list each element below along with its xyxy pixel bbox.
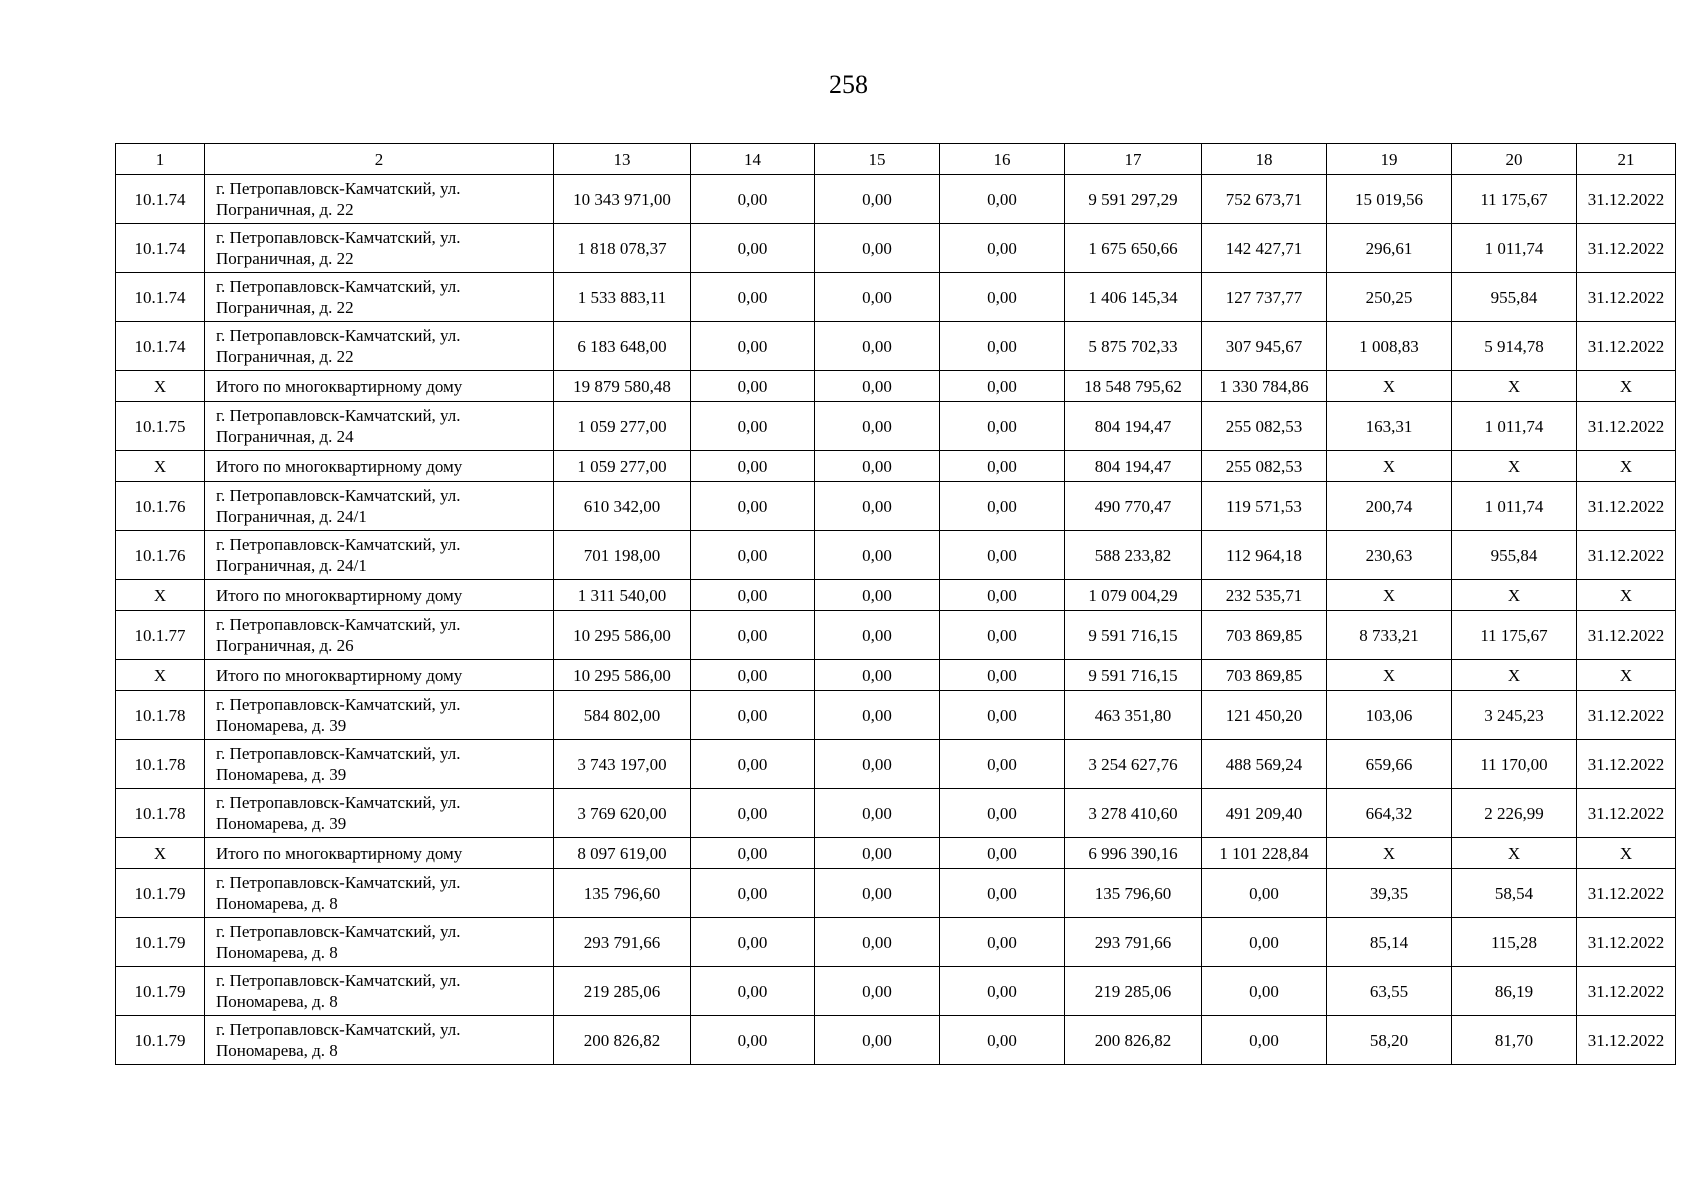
- table-cell: 63,55: [1327, 967, 1452, 1016]
- table-cell: 200 826,82: [554, 1016, 691, 1065]
- table-cell: 0,00: [691, 580, 815, 611]
- table-cell: 0,00: [815, 691, 940, 740]
- table-cell: 0,00: [940, 869, 1065, 918]
- table-row: [116, 740, 1676, 789]
- table-cell: 10.1.75: [116, 402, 205, 451]
- table-cell: 31.12.2022: [1577, 224, 1676, 273]
- table-cell: 0,00: [815, 273, 940, 322]
- table-cell: 11 175,67: [1452, 175, 1577, 224]
- table-cell: 0,00: [691, 224, 815, 273]
- table-cell: 955,84: [1452, 273, 1577, 322]
- table-row: [116, 482, 1676, 531]
- table-cell: X: [1327, 660, 1452, 691]
- table-cell: 0,00: [815, 482, 940, 531]
- address-cell: г. Петропавловск-Камчатский, ул. Пограничная, д. 22: [205, 273, 554, 322]
- table-cell: X: [1452, 451, 1577, 482]
- table-cell: 0,00: [815, 740, 940, 789]
- table-cell: 0,00: [815, 611, 940, 660]
- address-cell: г. Петропавловск-Камчатский, ул. Пономарева, д. 8: [205, 1016, 554, 1065]
- table-cell: 8 733,21: [1327, 611, 1452, 660]
- table-cell: 588 233,82: [1065, 531, 1202, 580]
- table-cell: 15 019,56: [1327, 175, 1452, 224]
- table-cell: 0,00: [691, 1016, 815, 1065]
- table-cell: 10.1.78: [116, 691, 205, 740]
- table-cell: 10.1.79: [116, 918, 205, 967]
- table-cell: 0,00: [691, 371, 815, 402]
- table-cell: 1 059 277,00: [554, 451, 691, 482]
- table-cell: 10.1.78: [116, 789, 205, 838]
- table-cell: 31.12.2022: [1577, 691, 1676, 740]
- table-cell: 250,25: [1327, 273, 1452, 322]
- table-cell: 0,00: [815, 322, 940, 371]
- table-cell: 135 796,60: [554, 869, 691, 918]
- column-header: 18: [1202, 144, 1327, 175]
- table-cell: 0,00: [940, 611, 1065, 660]
- table-cell: X: [1452, 838, 1577, 869]
- table-cell: 11 175,67: [1452, 611, 1577, 660]
- table-cell: 142 427,71: [1202, 224, 1327, 273]
- address-cell: Итого по многоквартирному дому: [205, 838, 554, 869]
- table-cell: 121 450,20: [1202, 691, 1327, 740]
- table-row: [116, 224, 1676, 273]
- table-cell: 0,00: [691, 322, 815, 371]
- table-row: [116, 918, 1676, 967]
- table-cell: 0,00: [691, 967, 815, 1016]
- table-cell: 659,66: [1327, 740, 1452, 789]
- table-cell: 230,63: [1327, 531, 1452, 580]
- address-cell: г. Петропавловск-Камчатский, ул. Пограничная, д. 26: [205, 611, 554, 660]
- table-cell: X: [1452, 371, 1577, 402]
- table-cell: 135 796,60: [1065, 869, 1202, 918]
- table-cell: 293 791,66: [554, 918, 691, 967]
- table-cell: 58,20: [1327, 1016, 1452, 1065]
- table-cell: 3 769 620,00: [554, 789, 691, 838]
- table-cell: 0,00: [815, 869, 940, 918]
- table-cell: 0,00: [691, 531, 815, 580]
- table-cell: 10.1.74: [116, 224, 205, 273]
- table-cell: 1 011,74: [1452, 402, 1577, 451]
- table-cell: 1 079 004,29: [1065, 580, 1202, 611]
- table-row: [116, 611, 1676, 660]
- table-cell: 127 737,77: [1202, 273, 1327, 322]
- address-cell: Итого по многоквартирному дому: [205, 371, 554, 402]
- table-cell: X: [1452, 580, 1577, 611]
- table-cell: 0,00: [691, 660, 815, 691]
- table-row: [116, 402, 1676, 451]
- table-cell: X: [116, 371, 205, 402]
- table-cell: 0,00: [940, 531, 1065, 580]
- table-cell: 31.12.2022: [1577, 967, 1676, 1016]
- table-body: [116, 175, 1676, 1065]
- table-cell: 0,00: [940, 789, 1065, 838]
- table-cell: 703 869,85: [1202, 611, 1327, 660]
- table-row: [116, 273, 1676, 322]
- table-cell: 0,00: [940, 660, 1065, 691]
- table-cell: X: [1577, 838, 1676, 869]
- total-row: [116, 451, 1676, 482]
- table-cell: 115,28: [1452, 918, 1577, 967]
- table-cell: 1 311 540,00: [554, 580, 691, 611]
- table-cell: 31.12.2022: [1577, 740, 1676, 789]
- table-cell: 0,00: [691, 740, 815, 789]
- table-cell: 0,00: [815, 580, 940, 611]
- table-cell: 3 278 410,60: [1065, 789, 1202, 838]
- table-cell: 31.12.2022: [1577, 918, 1676, 967]
- table-cell: 1 675 650,66: [1065, 224, 1202, 273]
- table-cell: 752 673,71: [1202, 175, 1327, 224]
- table-row: [116, 789, 1676, 838]
- table-cell: 9 591 297,29: [1065, 175, 1202, 224]
- table-cell: 1 330 784,86: [1202, 371, 1327, 402]
- table-cell: 0,00: [940, 838, 1065, 869]
- table-row: [116, 691, 1676, 740]
- table-cell: 0,00: [940, 918, 1065, 967]
- table-cell: 0,00: [691, 402, 815, 451]
- table-cell: 0,00: [940, 322, 1065, 371]
- column-header: 1: [116, 144, 205, 175]
- table-cell: 58,54: [1452, 869, 1577, 918]
- table-cell: 0,00: [1202, 1016, 1327, 1065]
- table-cell: 10.1.74: [116, 273, 205, 322]
- table-cell: 219 285,06: [1065, 967, 1202, 1016]
- address-cell: г. Петропавловск-Камчатский, ул. Пономарева, д. 39: [205, 691, 554, 740]
- table-cell: 0,00: [815, 789, 940, 838]
- table-cell: X: [1327, 371, 1452, 402]
- column-header: 2: [205, 144, 554, 175]
- table-cell: 200 826,82: [1065, 1016, 1202, 1065]
- table-cell: 5 875 702,33: [1065, 322, 1202, 371]
- page-number: 258: [829, 70, 868, 99]
- table-cell: 10.1.79: [116, 869, 205, 918]
- header-row: [116, 144, 1676, 175]
- address-cell: г. Петропавловск-Камчатский, ул. Пограничная, д. 22: [205, 224, 554, 273]
- table-cell: 0,00: [691, 869, 815, 918]
- table-cell: 488 569,24: [1202, 740, 1327, 789]
- table-cell: 31.12.2022: [1577, 273, 1676, 322]
- table-cell: 10.1.78: [116, 740, 205, 789]
- table-cell: 0,00: [815, 531, 940, 580]
- address-cell: г. Петропавловск-Камчатский, ул. Пономарева, д. 8: [205, 967, 554, 1016]
- table-cell: 0,00: [940, 451, 1065, 482]
- table-cell: 1 818 078,37: [554, 224, 691, 273]
- table-cell: 0,00: [1202, 918, 1327, 967]
- table-cell: 232 535,71: [1202, 580, 1327, 611]
- table-cell: 0,00: [940, 224, 1065, 273]
- table-cell: 491 209,40: [1202, 789, 1327, 838]
- table-cell: 31.12.2022: [1577, 869, 1676, 918]
- table-cell: 31.12.2022: [1577, 482, 1676, 531]
- table-cell: X: [116, 660, 205, 691]
- table-row: [116, 1016, 1676, 1065]
- table-cell: 2 226,99: [1452, 789, 1577, 838]
- table-cell: 5 914,78: [1452, 322, 1577, 371]
- table-cell: X: [1452, 660, 1577, 691]
- table-cell: 9 591 716,15: [1065, 660, 1202, 691]
- table-cell: 31.12.2022: [1577, 322, 1676, 371]
- table-cell: 1 533 883,11: [554, 273, 691, 322]
- table-cell: 10.1.74: [116, 175, 205, 224]
- table-cell: 0,00: [691, 611, 815, 660]
- table-cell: 703 869,85: [1202, 660, 1327, 691]
- table-cell: X: [1577, 451, 1676, 482]
- table-cell: 18 548 795,62: [1065, 371, 1202, 402]
- table-row: [116, 967, 1676, 1016]
- table-cell: 10.1.79: [116, 1016, 205, 1065]
- table-cell: 1 011,74: [1452, 224, 1577, 273]
- table-cell: 8 097 619,00: [554, 838, 691, 869]
- table-cell: 0,00: [815, 660, 940, 691]
- address-cell: г. Петропавловск-Камчатский, ул. Пограничная, д. 24/1: [205, 531, 554, 580]
- address-cell: г. Петропавловск-Камчатский, ул. Пограничная, д. 24/1: [205, 482, 554, 531]
- table-cell: 955,84: [1452, 531, 1577, 580]
- table-cell: 3 743 197,00: [554, 740, 691, 789]
- address-cell: Итого по многоквартирному дому: [205, 660, 554, 691]
- address-cell: Итого по многоквартирному дому: [205, 451, 554, 482]
- table-cell: 0,00: [691, 175, 815, 224]
- table-cell: 9 591 716,15: [1065, 611, 1202, 660]
- total-row: [116, 660, 1676, 691]
- table-cell: 0,00: [940, 1016, 1065, 1065]
- table-cell: 86,19: [1452, 967, 1577, 1016]
- table-cell: 296,61: [1327, 224, 1452, 273]
- table-cell: 19 879 580,48: [554, 371, 691, 402]
- table-cell: 6 183 648,00: [554, 322, 691, 371]
- table-cell: 0,00: [691, 482, 815, 531]
- table-cell: 81,70: [1452, 1016, 1577, 1065]
- table-cell: 664,32: [1327, 789, 1452, 838]
- table-cell: 31.12.2022: [1577, 531, 1676, 580]
- table-cell: X: [1327, 580, 1452, 611]
- table-row: [116, 531, 1676, 580]
- column-header: 16: [940, 144, 1065, 175]
- table-cell: 0,00: [815, 838, 940, 869]
- table-cell: 10.1.77: [116, 611, 205, 660]
- table-cell: 85,14: [1327, 918, 1452, 967]
- table-cell: 0,00: [815, 918, 940, 967]
- address-cell: г. Петропавловск-Камчатский, ул. Пономарева, д. 8: [205, 869, 554, 918]
- table-cell: 307 945,67: [1202, 322, 1327, 371]
- table-cell: 10 295 586,00: [554, 611, 691, 660]
- table-cell: 490 770,47: [1065, 482, 1202, 531]
- table-cell: 0,00: [815, 175, 940, 224]
- column-header: 15: [815, 144, 940, 175]
- table-cell: 0,00: [940, 482, 1065, 531]
- table-cell: X: [1577, 580, 1676, 611]
- table-cell: 0,00: [691, 273, 815, 322]
- table-cell: 804 194,47: [1065, 402, 1202, 451]
- table-cell: X: [1327, 838, 1452, 869]
- table-cell: 0,00: [815, 451, 940, 482]
- table-cell: 163,31: [1327, 402, 1452, 451]
- table-cell: 219 285,06: [554, 967, 691, 1016]
- table-row: [116, 869, 1676, 918]
- table-cell: 0,00: [815, 967, 940, 1016]
- table-cell: 804 194,47: [1065, 451, 1202, 482]
- total-row: [116, 371, 1676, 402]
- table-cell: 200,74: [1327, 482, 1452, 531]
- table-cell: 31.12.2022: [1577, 789, 1676, 838]
- table-cell: 0,00: [940, 691, 1065, 740]
- table-cell: 463 351,80: [1065, 691, 1202, 740]
- table-cell: 1 406 145,34: [1065, 273, 1202, 322]
- table-cell: X: [1577, 660, 1676, 691]
- address-cell: г. Петропавловск-Камчатский, ул. Пономарева, д. 39: [205, 740, 554, 789]
- column-header: 14: [691, 144, 815, 175]
- table-cell: 119 571,53: [1202, 482, 1327, 531]
- column-header: 20: [1452, 144, 1577, 175]
- address-cell: г. Петропавловск-Камчатский, ул. Пономарева, д. 39: [205, 789, 554, 838]
- table-cell: 0,00: [1202, 967, 1327, 1016]
- column-header: 13: [554, 144, 691, 175]
- table-cell: 11 170,00: [1452, 740, 1577, 789]
- table-cell: 0,00: [940, 402, 1065, 451]
- table-cell: 112 964,18: [1202, 531, 1327, 580]
- table-cell: 0,00: [815, 402, 940, 451]
- table-cell: 0,00: [1202, 869, 1327, 918]
- address-cell: г. Петропавловск-Камчатский, ул. Пограничная, д. 22: [205, 322, 554, 371]
- address-cell: Итого по многоквартирному дому: [205, 580, 554, 611]
- table-cell: 255 082,53: [1202, 402, 1327, 451]
- table-cell: 31.12.2022: [1577, 1016, 1676, 1065]
- data-table: [115, 143, 1676, 1065]
- table-cell: 6 996 390,16: [1065, 838, 1202, 869]
- table-cell: 1 101 228,84: [1202, 838, 1327, 869]
- address-cell: г. Петропавловск-Камчатский, ул. Пограничная, д. 22: [205, 175, 554, 224]
- table-cell: 10.1.74: [116, 322, 205, 371]
- column-header: 21: [1577, 144, 1676, 175]
- table-cell: 0,00: [815, 1016, 940, 1065]
- table-cell: 10.1.76: [116, 482, 205, 531]
- table-cell: 1 059 277,00: [554, 402, 691, 451]
- table-cell: 0,00: [940, 580, 1065, 611]
- table-cell: 610 342,00: [554, 482, 691, 531]
- table-cell: 0,00: [691, 451, 815, 482]
- table-cell: 10 343 971,00: [554, 175, 691, 224]
- table-cell: X: [116, 451, 205, 482]
- total-row: [116, 838, 1676, 869]
- table-cell: X: [1327, 451, 1452, 482]
- table-cell: X: [116, 580, 205, 611]
- table-cell: 10 295 586,00: [554, 660, 691, 691]
- table-row: [116, 175, 1676, 224]
- table-cell: 31.12.2022: [1577, 175, 1676, 224]
- table-cell: 0,00: [691, 691, 815, 740]
- table-cell: 0,00: [940, 371, 1065, 402]
- table-cell: 0,00: [940, 740, 1065, 789]
- table-cell: 0,00: [940, 273, 1065, 322]
- table-cell: 0,00: [940, 175, 1065, 224]
- table-cell: 3 245,23: [1452, 691, 1577, 740]
- table-cell: 255 082,53: [1202, 451, 1327, 482]
- address-cell: г. Петропавловск-Камчатский, ул. Пономарева, д. 8: [205, 918, 554, 967]
- table-cell: 103,06: [1327, 691, 1452, 740]
- table-cell: 3 254 627,76: [1065, 740, 1202, 789]
- table-cell: 701 198,00: [554, 531, 691, 580]
- table-cell: 0,00: [691, 838, 815, 869]
- table-cell: 293 791,66: [1065, 918, 1202, 967]
- table-cell: 584 802,00: [554, 691, 691, 740]
- column-header: 17: [1065, 144, 1202, 175]
- table-cell: 0,00: [815, 224, 940, 273]
- table-cell: 0,00: [815, 371, 940, 402]
- table-cell: 10.1.79: [116, 967, 205, 1016]
- table-cell: 1 011,74: [1452, 482, 1577, 531]
- table-cell: X: [116, 838, 205, 869]
- table-row: [116, 322, 1676, 371]
- table-cell: 0,00: [940, 967, 1065, 1016]
- total-row: [116, 580, 1676, 611]
- table-cell: X: [1577, 371, 1676, 402]
- table-cell: 1 008,83: [1327, 322, 1452, 371]
- table-cell: 31.12.2022: [1577, 402, 1676, 451]
- table-cell: 0,00: [691, 918, 815, 967]
- table-cell: 31.12.2022: [1577, 611, 1676, 660]
- address-cell: г. Петропавловск-Камчатский, ул. Пограничная, д. 24: [205, 402, 554, 451]
- column-header: 19: [1327, 144, 1452, 175]
- table-cell: 39,35: [1327, 869, 1452, 918]
- table-cell: 10.1.76: [116, 531, 205, 580]
- table-cell: 0,00: [691, 789, 815, 838]
